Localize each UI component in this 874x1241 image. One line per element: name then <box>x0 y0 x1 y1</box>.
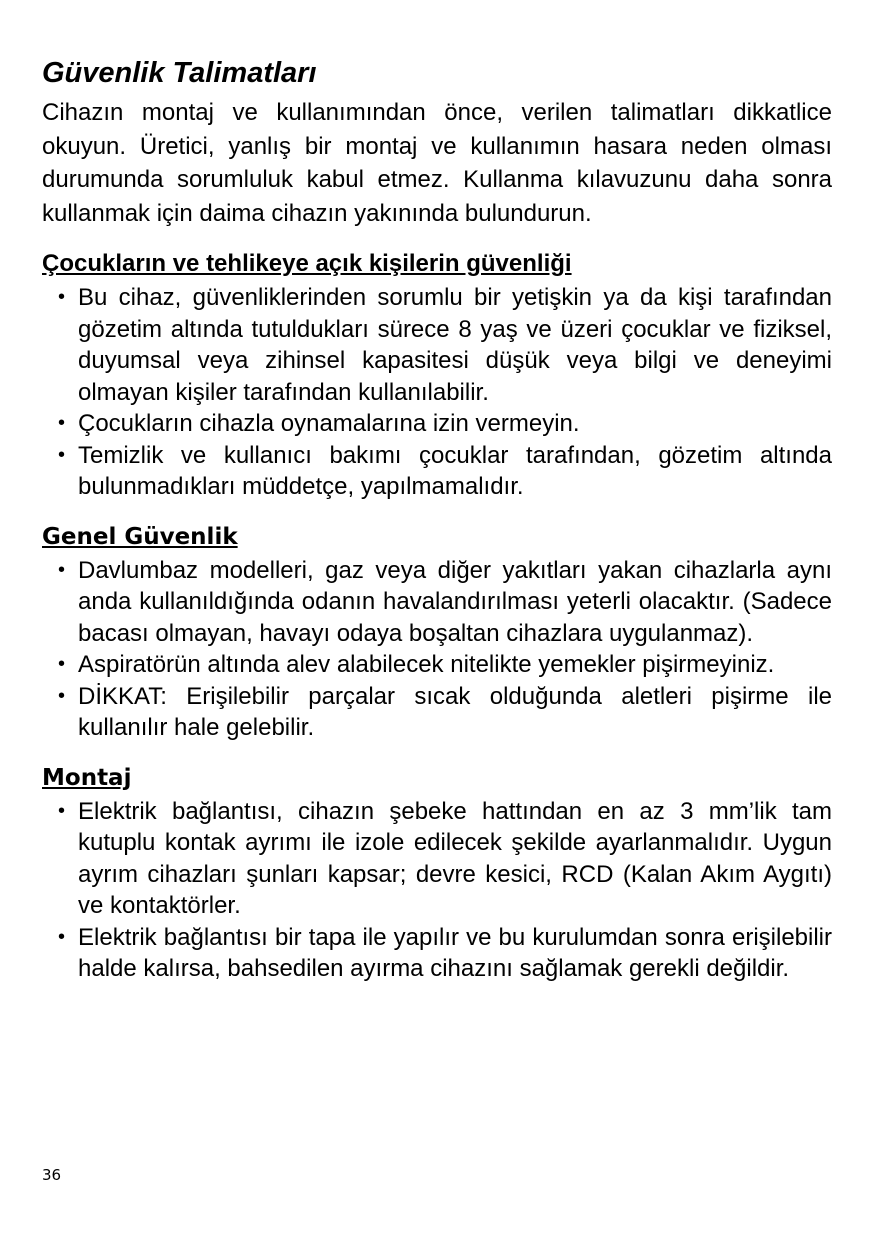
list-item-text: Aspiratörün altında alev alabilecek nitelikte yemekler pişirmeyiniz. <box>78 651 775 678</box>
page-title: Güvenlik Talimatları <box>42 57 317 89</box>
installation-list <box>42 796 832 985</box>
list-item <box>42 408 832 440</box>
bullet-icon: • <box>58 925 66 948</box>
bullet-icon: • <box>58 443 66 466</box>
bullet-icon: • <box>58 412 66 434</box>
list-item <box>42 555 832 650</box>
list-item-text: DİKKAT: Erişilebilir parçalar sıcak olduğunda aletleri pişirme ile kullanılır hale gelebilir. <box>78 682 832 741</box>
section-heading-child-safety: Çocukların ve tehlikeye açık kişilerin güvenliği <box>42 250 572 277</box>
bullet-icon: • <box>58 558 66 581</box>
bullet-icon: • <box>58 286 66 308</box>
list-item-text: Temizlik ve kullanıcı bakımı çocuklar tarafından, gözetim altında bulunmadıkları müddetçe, yapılmamalıdır. <box>78 441 832 500</box>
list-item-text: Bu cihaz, güvenliklerinden sorumlu bir yetişkin ya da kişi tarafından gözetim altında tutuldukları sürece 8 yaş ve üzeri çocuklar ve fiziksel, duyumsal veya zihinsel kapasitesi düşük veya bilgi ve deneyimi olmayan kişiler tarafından kullanılabilir. <box>78 284 832 406</box>
list-item-text: Elektrik bağlantısı bir tapa ile yapılır ve bu kurulumdan sonra erişilebilir halde kalırsa, bahsedilen ayırma cihazını sağlamak gerekli değildir. <box>78 923 832 982</box>
list-item <box>42 796 832 922</box>
section-heading-installation: Montaj <box>42 764 132 791</box>
list-item <box>42 681 832 744</box>
list-item-text: Davlumbaz modelleri, gaz veya diğer yakıtları yakan cihazlarla aynı anda kullanıldığında odanın havalandırılması yeterli olacaktır. (Sadece bacası olmayan, havayı odaya boşaltan cihazlara uygulanmaz). <box>78 556 832 647</box>
list-item-text: Elektrik bağlantısı, cihazın şebeke hattından en az 3 mm’lik tam kutuplu kontak ayrımı ile izole edilecek şekilde ayarlanmalıdır. Uygun ayrım cihazları şunları kapsar; devre kesici, RCD (Kalan Akım Aygıtı) ve kontaktörler. <box>78 797 832 919</box>
bullet-icon: • <box>58 684 66 707</box>
list-item <box>42 922 832 985</box>
list-item <box>42 649 832 681</box>
child-safety-list <box>42 282 832 503</box>
bullet-icon: • <box>58 799 66 822</box>
section-heading-general-safety: Genel Güvenlik <box>42 523 238 550</box>
bullet-icon: • <box>58 653 66 675</box>
intro-paragraph: Cihazın montaj ve kullanımından önce, verilen talimatları dikkatlice okuyun. Üretici, yanlış bir montaj ve kullanımın hasara neden olması durumunda sorumluluk kabul etmez. Kullanma kılavuzunu daha sonra kullanmak için daima cihazın yakınında bulundurun. <box>42 99 832 227</box>
list-item-text: Çocukların cihazla oynamalarına izin vermeyin. <box>78 410 580 437</box>
list-item <box>42 440 832 503</box>
page-number: 36 <box>42 1166 62 1184</box>
list-item <box>42 282 832 408</box>
general-safety-list <box>42 555 832 744</box>
document-page <box>42 56 832 985</box>
